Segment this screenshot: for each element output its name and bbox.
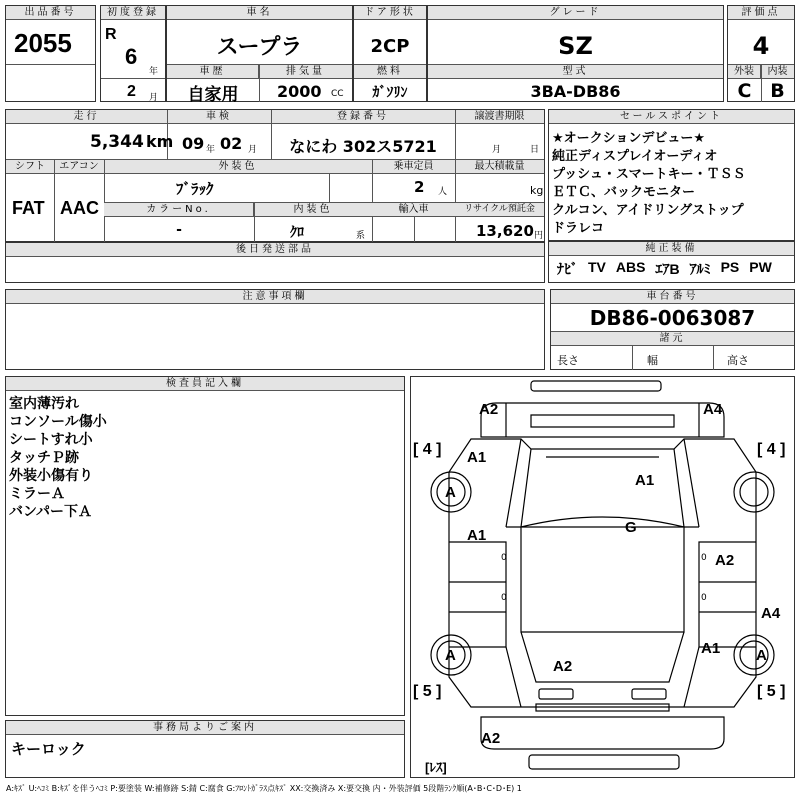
lot-number-label: 出品番号 <box>6 6 95 20</box>
door-label: ドア形状 <box>354 6 426 20</box>
tire-depth-front-right: [ 4 ] <box>757 441 786 458</box>
fuel-label: 燃料 <box>354 65 426 79</box>
mileage-label: 走行 <box>6 110 167 124</box>
capacity: 2 <box>414 178 425 196</box>
equipment-label: 純正装備 <box>549 242 794 256</box>
damage-mark-left-door: A1 <box>467 527 487 544</box>
equipment-item: ABS <box>615 259 646 275</box>
equipment-box <box>548 241 795 283</box>
zero-mark: 0 <box>701 553 707 563</box>
inspector-note-line: ミラーＡ <box>9 486 65 502</box>
inspector-note-line: コンソール傷小 <box>9 414 107 430</box>
tire-depth-front-left: [ 4 ] <box>413 441 442 458</box>
car-name-label: 車名 <box>167 6 352 20</box>
selling-point-line: プッシュ・スマートキー・ＴＳＳ <box>552 167 746 182</box>
grade-box <box>427 5 724 102</box>
vehicle-info-box <box>5 109 545 242</box>
selling-point-line: 純正ディスプレイオーディオ <box>552 149 718 164</box>
mileage: 5,344 <box>90 132 144 152</box>
width-label: 幅 <box>647 354 658 367</box>
selling-point-line: ★オークションデビュー★ <box>552 131 706 146</box>
registration-month: 2 <box>127 83 136 100</box>
later-parts-box <box>5 242 545 283</box>
ac-label: エアコン <box>54 160 104 174</box>
exterior-color-label: 外装色 <box>104 160 372 174</box>
interior-color-unit: 系 <box>356 231 366 241</box>
spare-tire-note: [ﾚｽ] <box>425 760 447 775</box>
equipment-item: ﾅﾋﾞ <box>557 261 578 277</box>
month-unit: 月 <box>149 93 159 103</box>
grade: SZ <box>558 32 593 60</box>
damage-mark-rear-right-wheel: A <box>756 647 767 664</box>
shift: FAT <box>12 198 45 218</box>
damage-mark-front-right: A4 <box>703 401 723 418</box>
damage-mark-windshield: G <box>625 519 637 536</box>
interior-score-label: 内装 <box>761 65 794 79</box>
color-number: - <box>176 222 182 238</box>
legend: A:ｷｽﾞ U:ﾍｺﾐ B:ｷｽﾞを伴うﾍｺﾐ P:要塗装 W:補修跡 S:錆 C:腐食 G:ﾌﾛﾝﾄｶﾞﾗｽ点ｷｽﾞ XX:交換済み X:要交換 内・外装評価 5段階ﾗﾝｸ順(A･B･C･D･E) 1 <box>6 784 522 793</box>
equipment-item: ｱﾙﾐ <box>689 261 711 277</box>
capacity-label: 乗車定員 <box>372 160 455 174</box>
displacement: 2000 <box>277 82 322 101</box>
car-name: スープラ <box>216 35 303 60</box>
inspector-note-line: バンパー下Ａ <box>9 504 93 520</box>
damage-mark-left-fender: A1 <box>467 449 487 466</box>
displacement-unit: CC <box>331 89 344 99</box>
inspector-note-line: タッチＰ跡 <box>9 450 79 466</box>
inspector-note-line: シートすれ小 <box>9 432 93 448</box>
zero-mark: 0 <box>701 593 707 603</box>
car-history-label: 車歴 <box>167 65 259 79</box>
damage-mark-hood: A1 <box>635 472 655 489</box>
office-note: キーロック <box>11 740 86 758</box>
height-label: 高さ <box>727 354 749 367</box>
inspector-note-line: 室内薄汚れ <box>9 396 79 412</box>
equipment-item: PS <box>720 259 740 275</box>
caution-box <box>5 289 545 370</box>
recycle-deposit-label: リサイクル預託金 <box>455 203 544 217</box>
exterior-score-label: 外装 <box>728 65 761 79</box>
air-conditioner: AAC <box>60 198 99 218</box>
office-label: 事務局よりご案内 <box>6 721 404 735</box>
score-label: 評価点 <box>728 6 794 20</box>
mileage-unit: km <box>146 132 174 151</box>
inspection-year: 09 <box>182 134 205 153</box>
door-type: 2CP <box>370 36 410 57</box>
shift-label: シフト <box>6 160 54 174</box>
inspector-box <box>5 376 405 716</box>
inspection-year-unit: 年 <box>206 145 216 155</box>
tire-depth-rear-right: [ 5 ] <box>757 683 786 700</box>
first-registration-label: 初度登録 <box>101 6 165 20</box>
fuel: ｶﾞｿﾘﾝ <box>372 85 408 101</box>
equipment-item: PW <box>749 259 772 275</box>
damage-mark-right-door: A2 <box>715 552 735 569</box>
damage-mark-front-left: A2 <box>479 401 499 418</box>
specs-label: 諸元 <box>551 332 794 346</box>
selling-point-line: ドラレコ <box>552 221 605 236</box>
selling-points-list <box>552 130 746 238</box>
year-unit: 年 <box>149 67 159 77</box>
equipment-item: TV <box>588 259 606 275</box>
interior-score: B <box>770 80 785 102</box>
exterior-color: ﾌﾞﾗｯｸ <box>176 180 214 198</box>
inspector-label: 検査員記入欄 <box>6 377 404 391</box>
damage-mark-rear: A2 <box>553 658 573 675</box>
reg-number-label: 登録番号 <box>271 110 455 124</box>
recycle-unit: 円 <box>534 231 544 241</box>
length-label: 長さ <box>557 354 579 367</box>
equipment-item: ｴｱB <box>655 261 680 277</box>
tire-depth-rear-left: [ 5 ] <box>413 683 442 700</box>
registration-number: なにわ 302ス5721 <box>289 137 437 156</box>
lot-number-box <box>5 5 96 102</box>
score-box <box>727 5 795 102</box>
import-label: 輸入車 <box>372 203 455 217</box>
max-load-label: 最大積載量 <box>455 160 544 174</box>
selling-point-line: クルコン、アイドリングストップ <box>552 203 744 218</box>
era: R <box>105 26 117 43</box>
model-label: 型式 <box>428 65 723 79</box>
inspection-month-unit: 月 <box>248 145 258 155</box>
inspector-notes <box>9 395 107 521</box>
grade-label: グレード <box>428 6 723 20</box>
transfer-day-unit: 日 <box>530 145 540 155</box>
car-name-box <box>166 5 353 105</box>
damage-mark-right-quarter: A4 <box>761 605 781 622</box>
exterior-score: C <box>737 80 752 102</box>
inspection-label: 車検 <box>167 110 271 124</box>
damage-mark-rear-left-wheel: A <box>445 647 456 664</box>
damage-mark-rear-bumper: A2 <box>481 730 501 747</box>
model-code: 3BA-DB86 <box>530 82 621 101</box>
inspector-note-line: 外装小傷有り <box>9 468 93 484</box>
chassis-number: DB86-0063087 <box>589 306 756 330</box>
car-diagram-box <box>410 376 795 778</box>
caution-label: 注意事項欄 <box>6 290 544 304</box>
overall-score: 4 <box>752 32 770 60</box>
car-history: 自家用 <box>187 85 239 105</box>
displacement-label: 排気量 <box>259 65 352 79</box>
chassis-box <box>550 289 795 370</box>
inspection-month: 02 <box>220 134 243 153</box>
selling-points-label: セールスポイント <box>549 110 794 124</box>
capacity-unit: 人 <box>438 187 448 197</box>
selling-point-line: ＥＴＣ、バックモニター <box>552 185 696 200</box>
registration-year: 6 <box>125 44 138 69</box>
door-box <box>353 5 427 102</box>
color-number-label: カラーNo. <box>104 203 254 217</box>
equipment-list <box>557 259 772 279</box>
selling-points-box <box>548 109 795 241</box>
zero-mark: 0 <box>501 593 507 603</box>
chassis-label: 車台番号 <box>551 290 794 304</box>
transfer-month-unit: 月 <box>492 145 502 155</box>
car-diagram <box>411 377 794 777</box>
damage-mark-front-left-wheel: A <box>445 484 456 501</box>
office-box <box>5 720 405 778</box>
first-registration-box <box>100 5 166 102</box>
damage-mark-right-rear: A1 <box>701 640 721 657</box>
transfer-deadline-label: 譲渡書期限 <box>455 110 544 124</box>
later-parts-label: 後日発送部品 <box>6 243 544 257</box>
interior-color-label: 内装色 <box>254 203 372 217</box>
max-load-unit: kg <box>530 184 544 197</box>
zero-mark: 0 <box>501 553 507 563</box>
lot-number: 2055 <box>14 28 72 58</box>
recycle-deposit: 13,620 <box>476 222 534 240</box>
interior-color: ｸﾛ <box>290 225 304 241</box>
